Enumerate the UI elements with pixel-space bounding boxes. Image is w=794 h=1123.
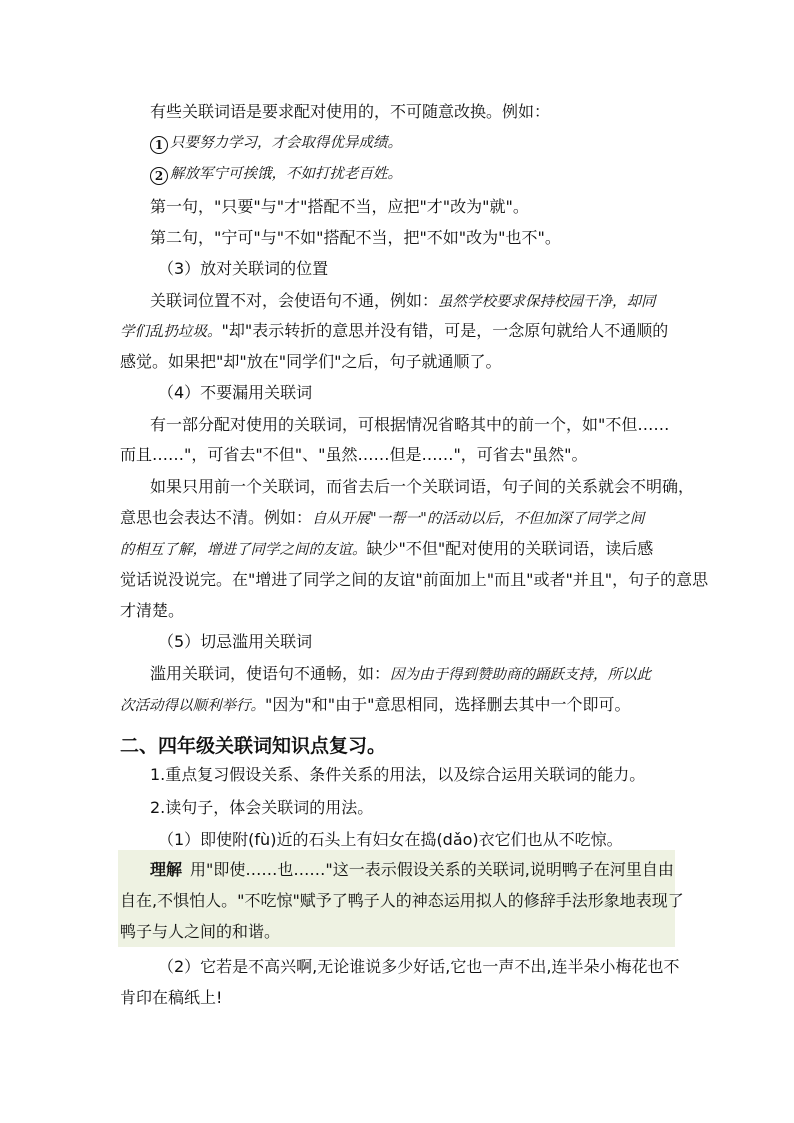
subsection-3-title: （3）放对关联词的位置 [158,259,329,278]
explanation-label: 理解 [150,860,183,879]
example-1 [150,131,402,155]
paragraph-missing-text: 意思也会表达不清。例如： [120,508,313,527]
paragraph-abuse-line2 [120,693,630,718]
paragraph-position-explain: "却"表示转折的意思并没有错，可是，一念原句就给人不通顺的 [221,321,669,340]
question-2-line1: （2）它若是不高兴啊,无论谁说多少好话,它也一声不出,连半朵小梅花也不 [158,957,680,976]
paragraph-omit-line1: 有一部分配对使用的关联词，可根据情况省略其中的前一个，如"不但…… [150,415,670,434]
paragraph-missing-line3 [120,537,653,562]
paragraph-missing-explain: 缺少"不但"配对使用的关联词语，读后感 [366,539,654,558]
paragraph-abuse-line1 [150,662,651,687]
paragraph-first-sentence: 第一句，"只要"与"才"搭配不当，应把"才"改为"就"。 [150,197,529,216]
paragraph-position-example-cont: 学们乱扔垃圾。 [120,324,222,340]
circled-number-1: 1 [150,136,168,154]
paragraph-missing-example: 自从开展"一帮一"的活动以后，不但加深了同学之间 [312,511,645,527]
paragraph-missing-line5: 才清楚。 [120,601,185,620]
paragraph-position-text: 关联词位置不对，会使语句不通，例如： [150,291,439,310]
paragraph-position-line1 [150,289,656,314]
paragraph-second-sentence: 第二句，"宁可"与"不如"搭配不当，把"不如"改为"也不"。 [150,228,561,247]
question-2-line2: 肯印在稿纸上! [120,988,223,1007]
paragraph-abuse-example: 因为由于得到赞助商的踊跃支持，所以此 [390,667,652,683]
example-2 [150,162,402,186]
paragraph-position-line2 [120,319,668,344]
explanation-text-1: 用"即使……也……"这一表示假设关系的关联词,说明鸭子在河里自由 [190,860,674,879]
subsection-5-title: （5）切忌滥用关联词 [158,632,313,651]
paragraph-abuse-text: 滥用关联词，使语句不通畅，如： [150,664,391,683]
subsection-4-title: （4）不要漏用关联词 [158,383,313,402]
paragraph-position-example: 虽然学校要求保持校园干净，却同 [438,294,656,310]
question-1: （1）即使附(fù)近的石头上有妇女在捣(dǎo)衣它们也从不吃惊。 [158,830,623,849]
explanation-line2: 自在,不惧怕人。"不吃惊"赋予了鸭子人的神态运用拟人的修辞手法形象地表现了 [120,891,684,910]
explanation-line1 [150,858,674,882]
example-1-text: 只要努力学习，才会取得优异成绩。 [170,135,402,151]
paragraph-missing-line2 [120,506,644,531]
review-item-2: 2.读句子，体会关联词的用法。 [150,798,374,817]
paragraph-position-line3: 感觉。如果把"却"放在"同学们"之后，句子就通顺了。 [120,352,502,371]
paragraph-omit-line2: 而且……"，可省去"不但"、"虽然……但是……"，可省去"虽然"。 [120,445,588,464]
paragraph-abuse-explain: "因为"和"由于"意思相同，选择删去其中一个即可。 [265,695,631,714]
review-item-1: 1.重点复习假设关系、条件关系的用法，以及综合运用关联词的能力。 [150,765,646,784]
section-2-heading: 二、四年级关联词知识点复习。 [120,735,387,757]
paragraph-missing-line1: 如果只用前一个关联词，而省去后一个关联词语，句子间的关系就会不明确， [150,477,695,496]
explanation-line3: 鸭子与人之间的和谐。 [120,922,281,941]
paragraph-intro: 有些关联词语是要求配对使用的，不可随意改换。例如： [150,102,551,121]
circled-number-2: 2 [150,167,168,185]
paragraph-missing-example-cont: 的相互了解，增进了同学之间的友谊。 [120,542,367,558]
paragraph-abuse-example-cont: 次活动得以顺利举行。 [120,698,265,714]
paragraph-missing-line4: 觉话说没说完。在"增进了同学之间的友谊"前面加上"而且"或者"并且"，句子的意思 [120,570,709,589]
example-2-text: 解放军宁可挨饿，不如打扰老百姓。 [170,166,402,182]
